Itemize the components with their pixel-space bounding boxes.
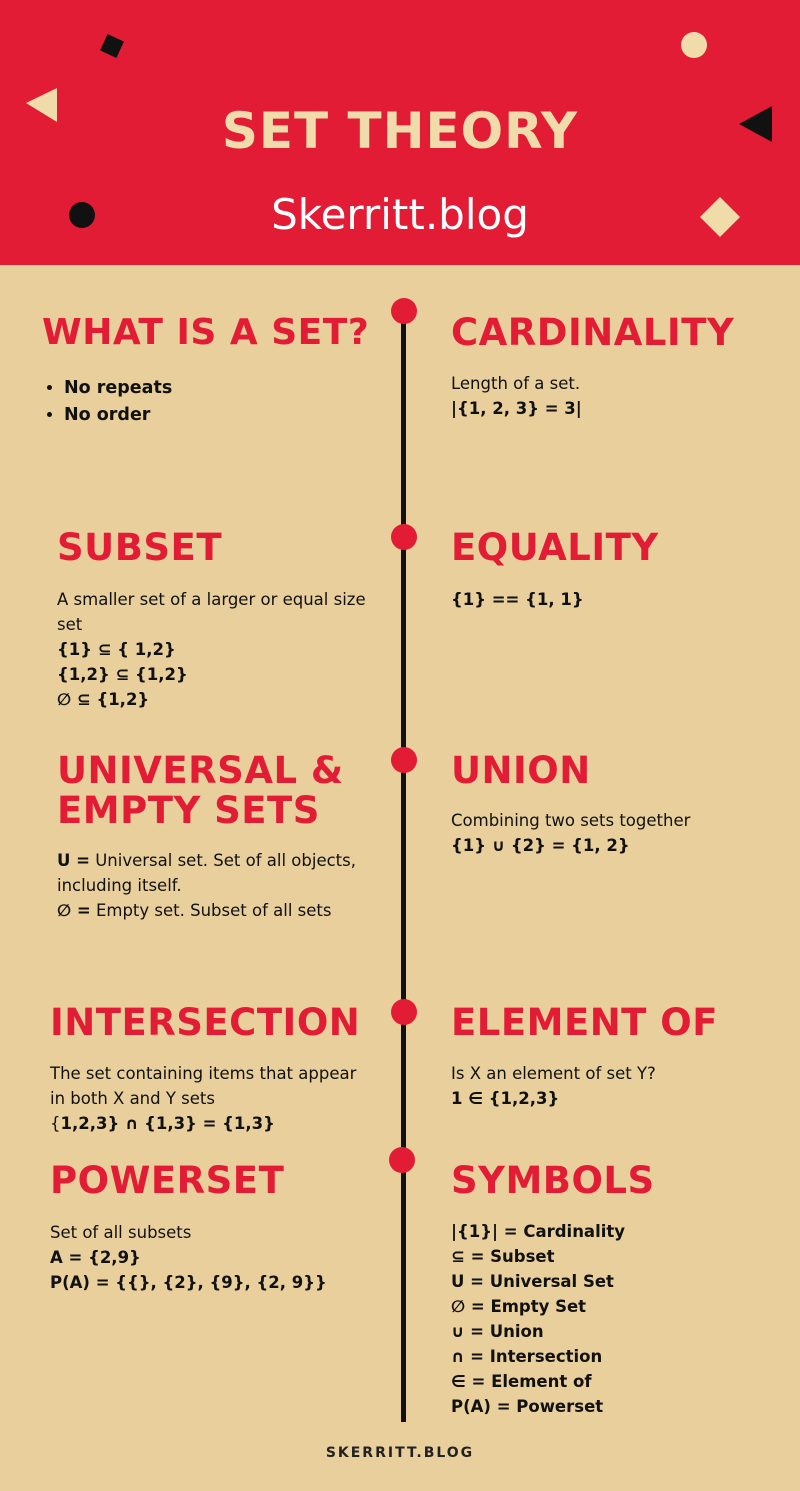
list-item: • No order — [64, 402, 172, 429]
timeline-line — [401, 312, 406, 1422]
universal-set-text: Universal set. Set of all objects, — [89, 851, 356, 870]
universal-empty-body — [57, 848, 356, 923]
union-body — [451, 808, 690, 858]
powerset-example: A = {2,9} — [50, 1248, 141, 1267]
what-is-a-set-list — [40, 375, 172, 429]
cardinality-description: Length of a set. — [451, 374, 581, 393]
symbol-item: P(A) = Powerset — [451, 1397, 604, 1416]
symbol-item: |{1}| = Cardinality — [451, 1222, 626, 1241]
intersection-description-cont: in both X and Y sets — [50, 1089, 215, 1108]
timeline-dot — [391, 747, 417, 773]
symbol-item: ⊆ = Subset — [451, 1247, 555, 1266]
timeline-dot — [391, 524, 417, 550]
powerset-title: POWERSET — [50, 1159, 285, 1202]
symbols-body — [451, 1219, 625, 1419]
symbol-item: ∈ = Element of — [451, 1372, 592, 1391]
universal-set-text-cont: including itself. — [57, 876, 182, 895]
circle-shape-icon — [680, 31, 708, 59]
element-of-example: 1 ∈ {1,2,3} — [451, 1089, 560, 1108]
union-example: {1} ∪ {2} = {1, 2} — [451, 836, 630, 855]
powerset-description: Set of all subsets — [50, 1223, 192, 1242]
universal-empty-title-line: EMPTY SETS — [57, 789, 320, 832]
element-of-description: Is X an element of set Y? — [451, 1064, 656, 1083]
subset-description: A smaller set of a larger or equal size — [57, 590, 366, 609]
intersection-example-brace: { — [50, 1114, 61, 1133]
empty-set-key: ∅ = — [57, 901, 91, 920]
intersection-description: The set containing items that appear — [50, 1064, 357, 1083]
list-item: • No repeats — [64, 375, 172, 402]
universal-set-line — [57, 848, 356, 873]
symbol-item: ∅ = Empty Set — [451, 1297, 587, 1316]
cardinality-body — [451, 371, 582, 421]
powerset-example: P(A) = {{}, {2}, {9}, {2, 9}} — [50, 1273, 327, 1292]
intersection-body — [50, 1061, 356, 1136]
equality-title: EQUALITY — [451, 526, 659, 569]
union-title: UNION — [451, 749, 591, 792]
empty-set-text: Empty set. Subset of all sets — [90, 901, 332, 920]
powerset-body — [50, 1220, 327, 1295]
symbol-item: ∩ = Intersection — [451, 1347, 603, 1366]
universal-empty-title-line: UNIVERSAL & — [57, 749, 344, 792]
element-of-body — [451, 1061, 656, 1111]
page-subtitle: Skerritt.blog — [271, 190, 529, 239]
equality-example: {1} == {1, 1} — [451, 590, 584, 609]
timeline-dot — [389, 1147, 415, 1173]
timeline-dot — [391, 999, 417, 1025]
union-description: Combining two sets together — [451, 811, 691, 830]
symbol-item: ∪ = Union — [451, 1322, 544, 1341]
cardinality-title: CARDINALITY — [451, 311, 735, 354]
subset-body — [57, 587, 366, 712]
subset-example: {1,2} ⊆ {1,2} — [57, 665, 188, 684]
intersection-example-rest: 1,2,3} ∩ {1,3} = {1,3} — [60, 1114, 275, 1133]
subset-title: SUBSET — [57, 526, 223, 569]
header-banner — [0, 0, 800, 265]
symbol-item: U = Universal Set — [451, 1272, 614, 1291]
cardinality-example: |{1, 2, 3} = 3| — [451, 399, 582, 418]
page-title: SET THEORY — [221, 102, 579, 160]
what-is-a-set-title: WHAT IS A SET? — [42, 312, 370, 353]
subset-description-cont: set — [57, 615, 83, 634]
symbols-title: SYMBOLS — [451, 1159, 655, 1202]
element-of-title: ELEMENT OF — [451, 1001, 719, 1044]
universal-empty-title — [57, 751, 344, 831]
empty-set-line — [57, 898, 356, 923]
subset-example: ∅ ⊆ {1,2} — [57, 690, 150, 709]
subset-example: {1} ⊆ { 1,2} — [57, 640, 176, 659]
equality-body — [451, 587, 584, 612]
what-is-a-set-body — [40, 375, 172, 429]
timeline-dot — [391, 298, 417, 324]
intersection-title: INTERSECTION — [50, 1001, 361, 1044]
square-shape-icon — [98, 32, 126, 60]
intersection-example — [50, 1111, 356, 1136]
universal-set-key: U = — [57, 851, 90, 870]
footer-text: SKERRITT.BLOG — [325, 1445, 475, 1461]
